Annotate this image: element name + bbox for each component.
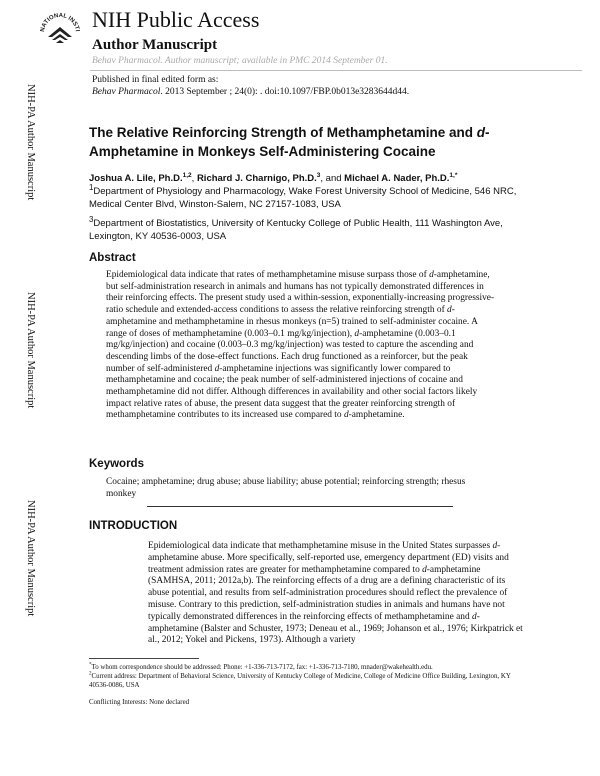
abstract-heading: Abstract xyxy=(89,252,136,264)
text-run: -amphetamine. xyxy=(348,410,405,421)
text-run: -amphetamine abuse. More specifically, self-reported use, emergency department (ED) visits and treatment admission rates are greater for methamphetamine compared to xyxy=(148,541,509,575)
text-run: -amphetamine (Balster and Schuster, 1973; Deneau et al., 1969; Johanson et al., 1976; Kirkpatrick et al., 2012; Yokel and Pickens, 1973). Although a variety xyxy=(148,611,523,646)
author-affiliation-marker: 1,* xyxy=(449,171,458,179)
keywords-list: Cocaine; amphetamine; drug abuse; abuse liability; abuse potential; reinforcing strength; rhesus monkey xyxy=(106,477,466,499)
text-run: Epidemiological data indicate that methamphetamine misuse in the United States surpasses xyxy=(148,541,493,551)
italic-text: d xyxy=(472,611,477,622)
published-label: Published in final edited form as: xyxy=(92,75,219,85)
keywords-heading: Keywords xyxy=(89,458,144,470)
italic-text: d xyxy=(492,541,498,551)
italic-text: d xyxy=(343,410,349,421)
journal-name: Behav Pharmacol xyxy=(92,87,161,97)
footnote-corresponding: *To whom correspondence should be addressed: Phone: +1-336-713-7172, fax: +1-336-713-7180, mnader@wakehealth.edu. xyxy=(89,662,433,671)
article-title: The Relative Reinforcing Strength of Methamphetamine and d-Amphetamine in Monkeys Self-Administering Cocaine xyxy=(89,125,490,159)
nih-logo xyxy=(35,7,85,57)
side-banner: NIH-PA Author Manuscript xyxy=(25,292,36,409)
italic-text: d xyxy=(429,270,434,280)
italic-text: d xyxy=(447,305,452,316)
header-divider xyxy=(90,70,582,71)
text-run: -amphetamine (SAMHSA, 2011; 2012a,b). The reinforcing effects of a drug are a defining characteristic of its abuse potential, and results from self-administration procedures should reflect the prevalence of misuse. Contrary to this prediction, self-administration studies in animals and humans have not typically demonstrated differences in the reinforcing effects of methamphetamine and xyxy=(148,564,508,622)
side-banner: NIH-PA Author Manuscript xyxy=(25,84,36,201)
author-separator: , and xyxy=(320,173,345,184)
text-run: -amphetamine (0.003–0.1 mg/kg/injection) and cocaine (0.003–0.3 mg/kg/injection) was tested to capture the ascending and descending limbs of the dose-effect functions. Each drug functioned as a reinforcer, but the peak number of self-administered xyxy=(106,328,474,374)
hhs-eagle-icon xyxy=(48,27,72,43)
text-run: Epidemiological data indicate that rates of methamphetamine misuse surpass those of xyxy=(106,270,430,280)
text-run: -amphetamine, but self-administration research in animals and humans has not typically demonstrated differences in their reinforcing effects. The present study used a within-session, exponentially-increasing progressive-ratio schedule and extended-access conditions to assess the relative reinforcing strength of xyxy=(106,270,495,316)
footnote-current-address: $^2$Current address: Department of Behavioral Science, University of Kentucky College of Medicine, College of Medicine Office Building, Lexington, KY 40536-0086, USA xyxy=(89,671,511,689)
author-manuscript-label: Author Manuscript xyxy=(92,37,218,53)
svg-text:NATIONAL INSTITUTES OF HEALTH xyxy=(35,7,80,32)
introduction-body xyxy=(148,541,526,647)
italic-text: d xyxy=(214,363,220,374)
affiliation-1: $^1$Department of Physiology and Pharmacology, Wake Forest University School of Medicine, 546 NRC, Medical Center Blvd, Winston-Salem, NC 27157-1083, USA xyxy=(89,182,517,210)
abstract-body xyxy=(106,270,496,422)
nih-public-access-title: NIH Public Access xyxy=(92,7,260,32)
author-name: Michael A. Nader, Ph.D.$^{1,*}$ xyxy=(344,171,458,184)
author-name: Richard J. Charnigo, Ph.D.$^3$ xyxy=(196,171,321,184)
text-run: -amphetamine injections was significantly lower compared to methamphetamine and cocaine; the peak number of self-administered injections of cocaine and methamphetamine did not differ. Although differences in availability and other social factors likely impact relative rates of abuse, the present data suggest that the greater reinforcing strength of methamphetamine contributes to its increased use compared to xyxy=(106,363,478,421)
affiliation-2: $^3$Department of Biostatistics, University of Kentucky College of Public Health, 111 Washington Ave, Lexington, KY 40536-0003, USA xyxy=(89,214,503,242)
italic-text: d xyxy=(422,564,427,575)
citation-line xyxy=(92,87,409,97)
author-list xyxy=(89,173,457,184)
author-separator: , xyxy=(191,173,197,184)
citation-details: . 2013 September ; 24(0): . doi:10.1097/FBP.0b013e3283644d44. xyxy=(160,87,410,97)
section-divider xyxy=(147,506,453,507)
author-affiliation-marker: 3 xyxy=(316,171,321,179)
introduction-heading: INTRODUCTION xyxy=(89,520,178,532)
logo-text: NATIONAL INSTI xyxy=(39,12,80,33)
side-banner: NIH-PA Author Manuscript xyxy=(25,500,36,617)
footnote-divider xyxy=(89,658,199,659)
availability-note: Behav Pharmacol. Author manuscript; available in PMC 2014 September 01. xyxy=(92,56,388,66)
footnote-conflicts: Conflicting Interests: None declared xyxy=(89,699,190,706)
text-run: -amphetamine and methamphetamine in rhesus monkeys (n=5) trained to self-administer cocaine. A range of doses of methamphetamine (0.003–0.1 mg/kg/injection), xyxy=(106,305,478,339)
author-name: Joshua A. Lile, Ph.D.$^{1,2}$ xyxy=(89,171,192,184)
author-affiliation-marker: 1,2 xyxy=(182,171,192,179)
italic-text: d xyxy=(354,328,360,339)
